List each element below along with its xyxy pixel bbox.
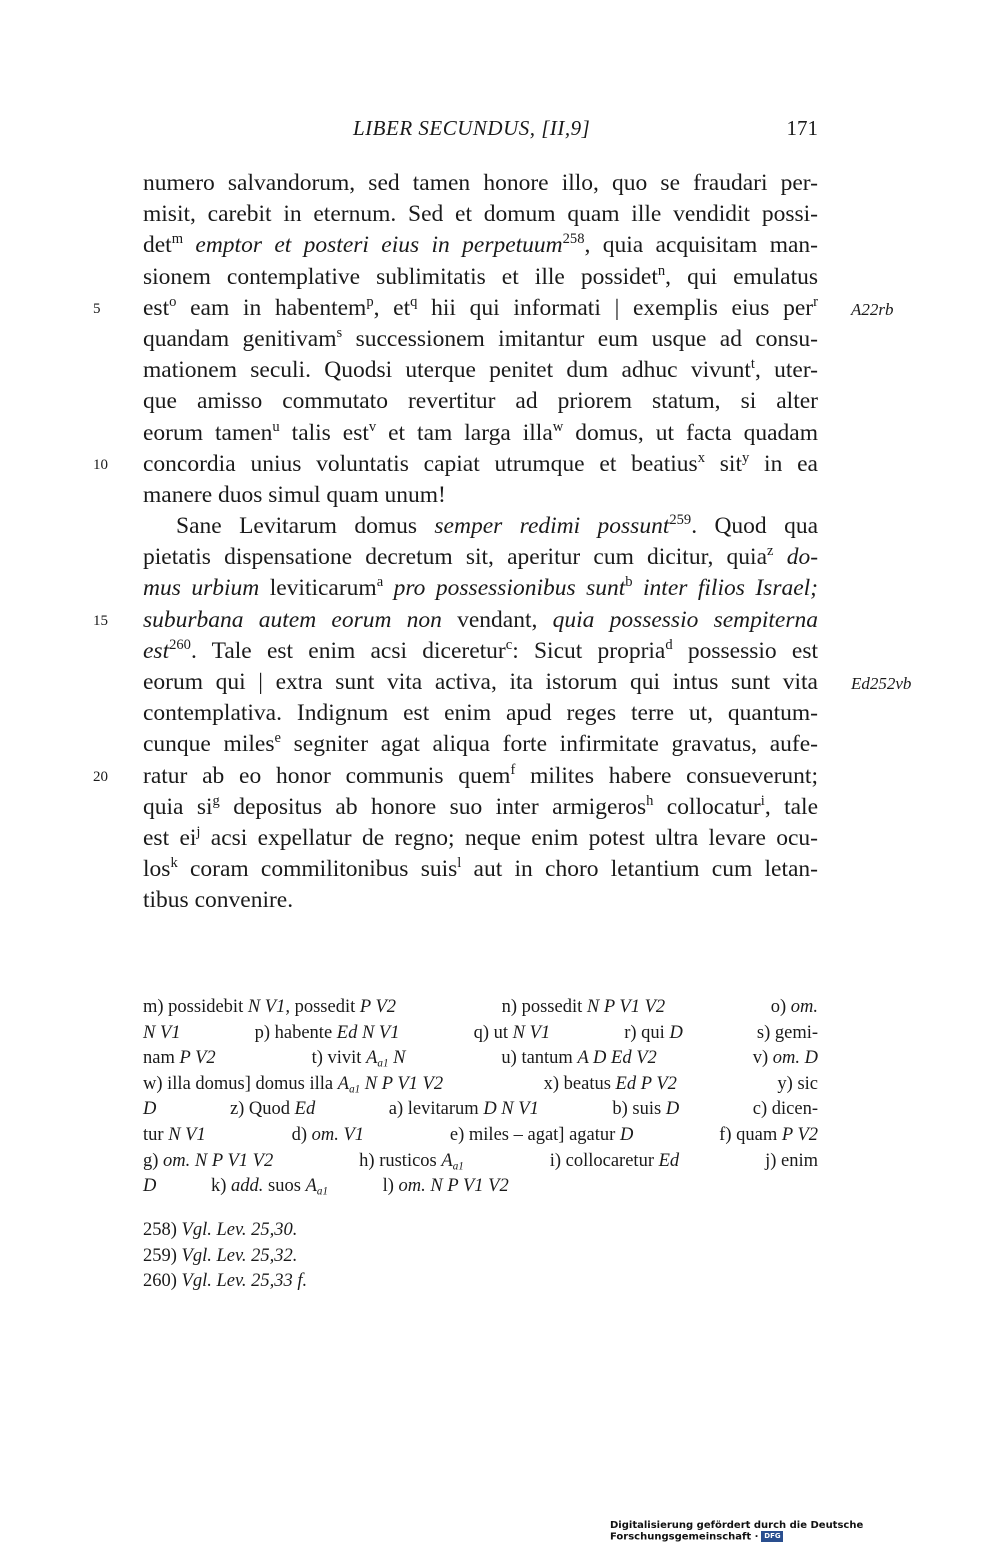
apparatus-marker: n <box>657 262 666 279</box>
apparatus-marker: a <box>376 574 384 591</box>
biblical-quote: inter filios Israel; <box>643 575 818 602</box>
text-run: que amisso commutato revertitur ad priorem statum, si alter <box>143 388 818 415</box>
text-run: coram commilitonibus suis <box>177 856 458 883</box>
text-line <box>93 761 818 792</box>
apparatus-marker: g <box>212 792 220 809</box>
text-line <box>143 168 818 199</box>
text-run <box>773 544 786 570</box>
apparatus-note-i: i) collocaretur Ed <box>549 1150 680 1171</box>
apparatus-note-h: h) rusticos $A_{a1}$ <box>359 1150 464 1172</box>
apparatus-note-s-end: nam P V2 <box>143 1048 216 1069</box>
margin-folio-ref: Ed252vb <box>851 674 912 693</box>
biblical-quote: semper redimi possunt <box>434 513 670 540</box>
apparatus-note-x: x) beatus Ed P V2 <box>543 1073 677 1094</box>
main-text <box>93 168 912 917</box>
apparatus-marker: m <box>171 231 184 248</box>
text-run: . Quod qua <box>691 513 819 540</box>
apparatus-line <box>143 1149 818 1175</box>
apparatus-marker: r <box>813 293 818 310</box>
apparatus-note-q: q) ut N V1 <box>473 1022 551 1043</box>
text-run: . Tale est enim acsi diceretur <box>190 637 506 664</box>
apparatus-marker: q <box>410 293 418 310</box>
text-line <box>93 449 818 480</box>
footnotes <box>143 1218 307 1295</box>
text-run: domus, ut facta quadam <box>563 419 818 446</box>
biblical-quote: suburbana autem eorum non <box>143 606 442 633</box>
apparatus-line <box>143 1046 818 1072</box>
text-run: eorum tamen <box>143 419 273 446</box>
text-run <box>383 575 393 601</box>
dfg-logo-icon: DFG <box>761 1531 783 1542</box>
text-run: in ea <box>749 450 818 477</box>
apparatus-note-y-start: y) sic <box>777 1073 818 1094</box>
footnote-260: 260) Vgl. Lev. 25,33 f. <box>143 1271 308 1292</box>
text-run: leviticarum <box>259 575 377 602</box>
text-line <box>143 262 818 293</box>
apparatus-marker: b <box>625 574 633 591</box>
text-run: , qui emulatus <box>665 263 818 290</box>
footnote-259: 259) Vgl. Lev. 25,32. <box>143 1245 298 1266</box>
running-header <box>143 116 818 146</box>
text-run: hii qui informati | exemplis eius per <box>417 294 814 321</box>
apparatus-note-y-end: D <box>143 1099 157 1120</box>
apparatus-marker: s <box>336 324 343 341</box>
text-line <box>143 792 818 823</box>
text-run: : Sicut propria <box>512 637 666 664</box>
apparatus-marker: k <box>170 855 178 872</box>
running-head-title: LIBER SECUNDUS, [II,9] <box>353 116 591 140</box>
text-run: segniter agat aliqua forte infirmitate gravatus, aufe- <box>280 731 818 758</box>
apparatus-note-l: l) om. N P V1 V2 <box>382 1176 509 1197</box>
text-run: eorum qui | extra sunt vita activa, ita istorum qui intus sunt vita <box>143 669 818 695</box>
apparatus-marker: c <box>505 636 513 653</box>
apparatus-marker: w <box>552 418 564 435</box>
text-run: , quia acquisitam man- <box>584 232 818 259</box>
line-number: 15 <box>93 612 108 629</box>
text-line <box>143 573 818 604</box>
text-run: quandam genitivam <box>143 325 337 352</box>
text-line <box>143 729 818 760</box>
text-line <box>143 511 818 542</box>
text-run: mationem seculi. Quodsi uterque penitet dum adhuc vivunt <box>143 357 751 384</box>
apparatus-marker: z <box>767 543 774 560</box>
apparatus-note-u: u) tantum A D Ed V2 <box>501 1048 657 1069</box>
text-line <box>143 324 818 355</box>
line-number: 20 <box>93 768 108 785</box>
apparatus-note-d: d) om. V1 <box>291 1124 365 1145</box>
text-run: est <box>143 294 170 321</box>
text-run: depositus ab honore suo inter armigeros <box>219 793 647 820</box>
text-run: contemplativa. Indignum est enim apud reges terre ut, quantum- <box>143 700 818 727</box>
line-number: 10 <box>93 456 108 473</box>
apparatus-marker: l <box>457 855 462 872</box>
text-run: tibus convenire. <box>143 887 294 914</box>
text-run: talis est <box>279 419 369 446</box>
apparatus-note-a: a) levitarum D N V1 <box>388 1099 539 1120</box>
apparatus-note-k: k) add. suos $A_{a1}$ <box>211 1176 328 1198</box>
biblical-quote: quia possessio sempiterna <box>552 606 818 633</box>
apparatus-marker: h <box>646 792 654 809</box>
apparatus-marker: e <box>274 730 281 747</box>
text-run: los <box>143 856 171 883</box>
page-number: 171 <box>786 116 818 140</box>
apparatus-note-g: g) om. N P V1 V2 <box>143 1150 274 1171</box>
text-run: acsi expellatur de regno; neque enim potest ultra levare ocu- <box>200 824 818 851</box>
apparatus-note-v: v) om. D <box>752 1048 819 1069</box>
text-line <box>143 418 818 449</box>
text-line <box>143 854 818 885</box>
apparatus-note-r: r) qui D <box>624 1022 683 1043</box>
apparatus-note-j-end: D <box>143 1176 157 1197</box>
apparatus-note-c-end: tur N V1 <box>143 1124 206 1145</box>
text-run: ratur ab eo honor communis quem <box>143 762 511 789</box>
text-run: numero salvandorum, sed tamen honore illo, quo se fraudari per- <box>143 170 818 196</box>
text-run: manere duos simul quam unum! <box>143 481 446 508</box>
text-run <box>183 232 195 258</box>
text-run: est ei <box>143 824 197 851</box>
text-line <box>143 355 818 386</box>
digitization-credit <box>610 1520 1000 1543</box>
text-run: misit, carebit in eternum. Sed et domum quam ille vendidit possi- <box>143 201 818 228</box>
apparatus-line <box>143 1072 818 1098</box>
text-line <box>143 386 818 417</box>
apparatus-note-p: p) habente Ed N V1 <box>254 1022 400 1043</box>
apparatus-line <box>143 1021 818 1047</box>
apparatus-line <box>143 1123 818 1149</box>
margin-folio-ref: A22rb <box>851 299 894 319</box>
critical-apparatus <box>143 995 818 1200</box>
biblical-quote: mus urbium <box>143 575 260 602</box>
text-run: , et <box>373 294 411 321</box>
apparatus-marker: v <box>368 418 377 435</box>
text-run: cunque miles <box>143 731 275 758</box>
text-run: aut in choro letantium cum letan- <box>461 856 818 883</box>
text-run: det <box>143 232 172 259</box>
biblical-quote: emptor et posteri eius in perpetuum <box>195 232 563 259</box>
credit-text: Digitalisierung gefördert durch die Deutsche Forschungsgemeinschaft · <box>610 1520 864 1543</box>
apparatus-note-e: e) miles – agat] agatur D <box>449 1124 634 1145</box>
apparatus-note-w: w) illa domus] domus illa $A_{a1}$ N P V1 V2 <box>143 1073 444 1096</box>
apparatus-note-f: f) quam P V2 <box>719 1124 819 1145</box>
footnote-marker: 258 <box>562 231 585 248</box>
apparatus-note-m: m) possidebit N V1, possedit P V2 <box>143 997 397 1017</box>
apparatus-marker: p <box>366 293 374 310</box>
biblical-quote: est <box>143 637 170 664</box>
text-run: Sane Levitarum domus <box>176 513 435 540</box>
text-run: , uter- <box>754 357 818 384</box>
text-run: sionem contemplative sublimitatis et ille possidet <box>143 263 658 290</box>
text-run: , tale <box>764 793 819 820</box>
text-run: milites habere consueverunt; <box>515 762 818 789</box>
text-run: eam in habentem <box>176 294 367 321</box>
text-line <box>143 667 912 698</box>
apparatus-marker: i <box>760 792 765 809</box>
apparatus-marker: t <box>750 356 755 373</box>
apparatus-marker: o <box>169 293 177 310</box>
apparatus-marker: d <box>665 636 673 653</box>
text-run: collocatur <box>653 793 761 820</box>
footnote-marker: 259 <box>669 512 692 529</box>
text-line <box>143 698 818 729</box>
apparatus-marker: y <box>741 449 750 466</box>
footnote-marker: 260 <box>169 636 191 653</box>
apparatus-line <box>143 1174 818 1200</box>
apparatus-marker: x <box>697 449 705 466</box>
apparatus-note-o-end: N V1 <box>143 1022 181 1043</box>
apparatus-marker: j <box>196 823 201 840</box>
text-line <box>143 480 818 511</box>
apparatus-note-t: t) vivit $A_{a1}$ N <box>311 1048 406 1070</box>
text-run: et tam larga illa <box>376 419 553 446</box>
apparatus-note-s-start: s) gemi- <box>756 1022 819 1043</box>
text-line <box>143 542 818 573</box>
text-run: successionem imitantur eum usque ad consu- <box>342 325 819 352</box>
text-run: vendant, <box>441 606 553 633</box>
biblical-quote: do- <box>786 544 819 571</box>
text-run: pietatis dispensatione decretum sit, aperitur cum dicitur, quia <box>143 544 767 571</box>
text-line <box>143 199 818 230</box>
text-line <box>143 636 818 667</box>
apparatus-note-n: n) possedit N P V1 V2 <box>501 997 666 1017</box>
text-line <box>93 605 818 636</box>
apparatus-line <box>143 1097 818 1123</box>
apparatus-note-j-start: j) enim <box>765 1150 819 1171</box>
apparatus-note-b: b) suis D <box>612 1099 680 1120</box>
text-line <box>143 230 818 261</box>
line-number: 5 <box>93 300 101 317</box>
apparatus-note-o-start: o) om. <box>770 997 818 1017</box>
apparatus-marker: u <box>272 418 280 435</box>
text-line <box>143 885 818 916</box>
apparatus-note-c-start: c) dicen- <box>752 1099 818 1120</box>
text-run <box>633 575 643 601</box>
text-run: quia si <box>143 793 213 820</box>
apparatus-line <box>143 995 818 1021</box>
text-line <box>93 293 894 324</box>
text-run: concordia unius voluntatis capiat utrumque et beatius <box>143 450 698 477</box>
footnote-258: 258) Vgl. Lev. 25,30. <box>143 1220 298 1240</box>
apparatus-note-z: z) Quod Ed <box>229 1099 316 1120</box>
text-line <box>143 823 818 854</box>
text-run: sit <box>704 450 742 477</box>
biblical-quote: pro possessionibus sunt <box>393 575 626 602</box>
text-run: possessio est <box>672 637 818 664</box>
apparatus-marker: f <box>510 761 516 778</box>
